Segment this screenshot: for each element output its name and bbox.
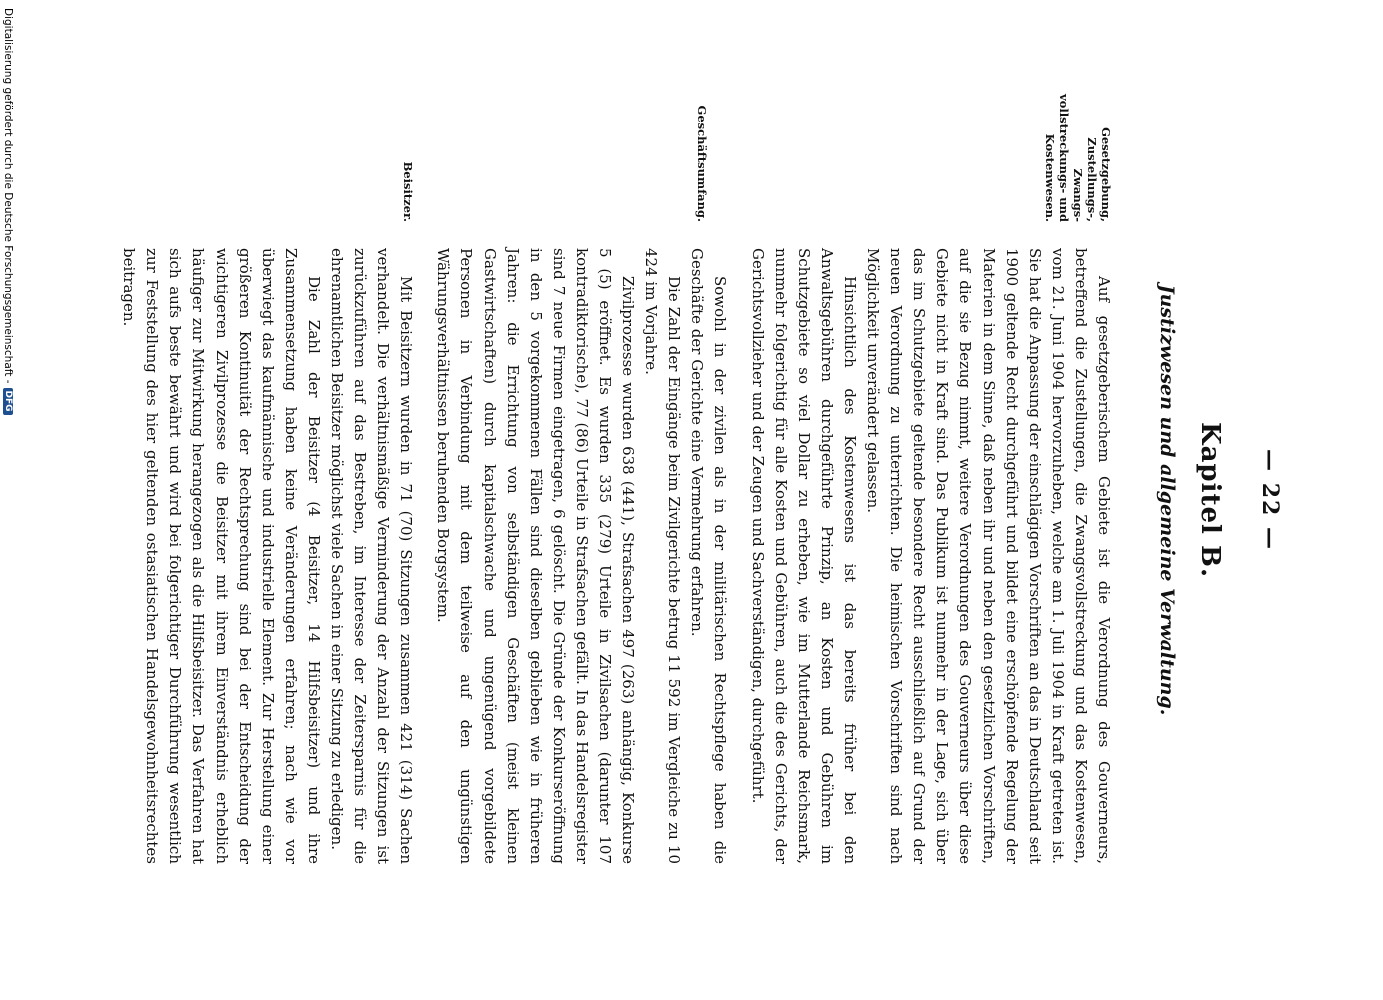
margin-note-line: Zwangs-	[1071, 168, 1085, 222]
paragraph-geschaefte: Sowohl in der zivilen als in der militärischen Rechtspflege haben die Geschäfte der Gerichte eine Vermehrung erfahren.	[688, 248, 730, 864]
margin-note-line: Geschäftsumfang.	[695, 105, 709, 222]
paragraph-beisitzer-zahl: Die Zahl der Beisitzer (4 Beisitzer, 14 Hilfsbeisitzer) und ihre Zusammensetzung haben keine Veränderungen erfahren; nach wie vor überwiegt das kaufmännische und industrielle Element. Zur Herstellung einer größeren Kontinuität der Rechtsprechung sind bei der Entscheidung der wichtigeren Zivilprozesse die Beisitzer mit ihrem Einverständnis erheblich häufiger zur Mitwirkung herangezogen als die Hilfsbeisitzer. Das Verfahren hat sich aufs beste bewährt und wird bei folgerichtiger Durchführung wesentlich zur Feststellung des hier geltenden ostasiatischen Handelsgewohnheitsrechtes beitragen.	[120, 248, 323, 864]
paragraph-verordnung: Auf gesetzgeberischem Gebiete ist die Verordnung des Gouverneurs, betreffend die Zustellungen, die Zwangsvollstreckung und das Kostenwesen, vom 21. Juni 1904 hervorzuheben, welche am 1. Juli 1904 in Kraft getreten ist. Sie hat die Anpassung der einschlägigen Vorschriften an das in Deutschland seit 1900 geltende Recht durchgeführt und bildet eine erschöpfende Regelung der Materien in dem Sinne, daß neben ihr und neben den gesetzlichen Vorschriften, auf die sie Bezug nimmt, weitere Verordnungen des Gouverneurs über diese Gebiete nicht in Kraft sind. Das Publikum ist nunmehr in der Lage, sich über das im Schutzgebiete geltende besondere Recht ausschließlich auf Grund der neuen Verordnung zu unterrichten. Die heimischen Vorschriften sind nach Möglichkeit unverändert gelassen.	[864, 248, 1113, 864]
margin-note-geschaeftsumfang	[695, 92, 709, 222]
paragraph-beisitzer-sitzungen: Mit Beisitzern wurden in 71 (70) Sitzungen zusammen 421 (314) Sachen verhandelt. Die verhältnismäßige Verminderung der Anzahl der Sitzungen ist zurückzuführen auf das Bestreben, im Interesse der Zeitersparnis für die ehrenamtlichen Beisitzer möglichst viele Sachen in einer Sitzung zu erledigen.	[328, 248, 416, 864]
dfg-logo: DFG	[3, 388, 13, 415]
digitization-credit	[2, 8, 14, 415]
margin-note-line: vollstreckungs- und	[1057, 94, 1071, 222]
page-number: — 22 —	[1257, 449, 1283, 551]
paragraph-eingaenge: Die Zahl der Eingänge beim Zivilgerichte betrug 11 592 im Vergleiche zu 10 424 im Vorjahre.	[642, 248, 684, 864]
paragraph-zivilprozesse: Zivilprozesse wurden 638 (441), Strafsachen 497 (263) anhängig, Konkurse 5 (5) eröffnet. Es wurden 335 (279) Urteile in Zivilsachen (darunter 107 kontradiktorische), 77 (86) Urteile in Strafsachen gefällt. In das Handelsregister sind 7 neue Firmen eingetragen, 6 gelöscht. Die Gründe der Konkurseröffnung in den 5 vorgekommenen Fällen sind dieselben geblieben wie in früheren Jahren: die Errichtung von selbständigen Geschäften (meist kleinen Gastwirtschaften) durch kapitalschwache und ungenügend vorgebildete Personen in Verbindung mit dem teilweise auf den ungünstigen Währungsverhältnissen beruhenden Borgsystem.	[434, 248, 638, 864]
section-title: Justizwesen und allgemeine Verwaltung.	[1156, 284, 1178, 716]
margin-note-beisitzer	[401, 92, 415, 222]
margin-note-line: Gesetzgebung,	[1099, 127, 1113, 222]
margin-note-line: Zustellungs-,	[1085, 137, 1099, 222]
chapter-title: Kapitel B.	[1195, 421, 1225, 578]
body-text	[117, 248, 1115, 864]
credit-text: Digitalisierung gefördert durch die Deutsche Forschungsgemeinschaft -	[2, 8, 14, 384]
margin-note-line: Kostenwesen.	[1043, 133, 1057, 222]
paragraph-kostenwesen: Hinsichtlich des Kostenwesens ist das bereits früher bei den Anwaltsgebühren durchgeführte Prinzip, an Kosten und Gebühren im Schutzgebiete so viel Dollar zu erheben, wie im Mutterlande Reichsmark, nunmehr folgerichtig für alle Kosten und Gebühren, auch die des Gerichts, der Gerichtsvollzieher und der Zeugen und Sachverständigen, durchgeführt.	[748, 248, 859, 864]
margin-note-line: Beisitzer.	[401, 161, 415, 222]
margin-note-gesetzgebung	[1043, 92, 1113, 222]
